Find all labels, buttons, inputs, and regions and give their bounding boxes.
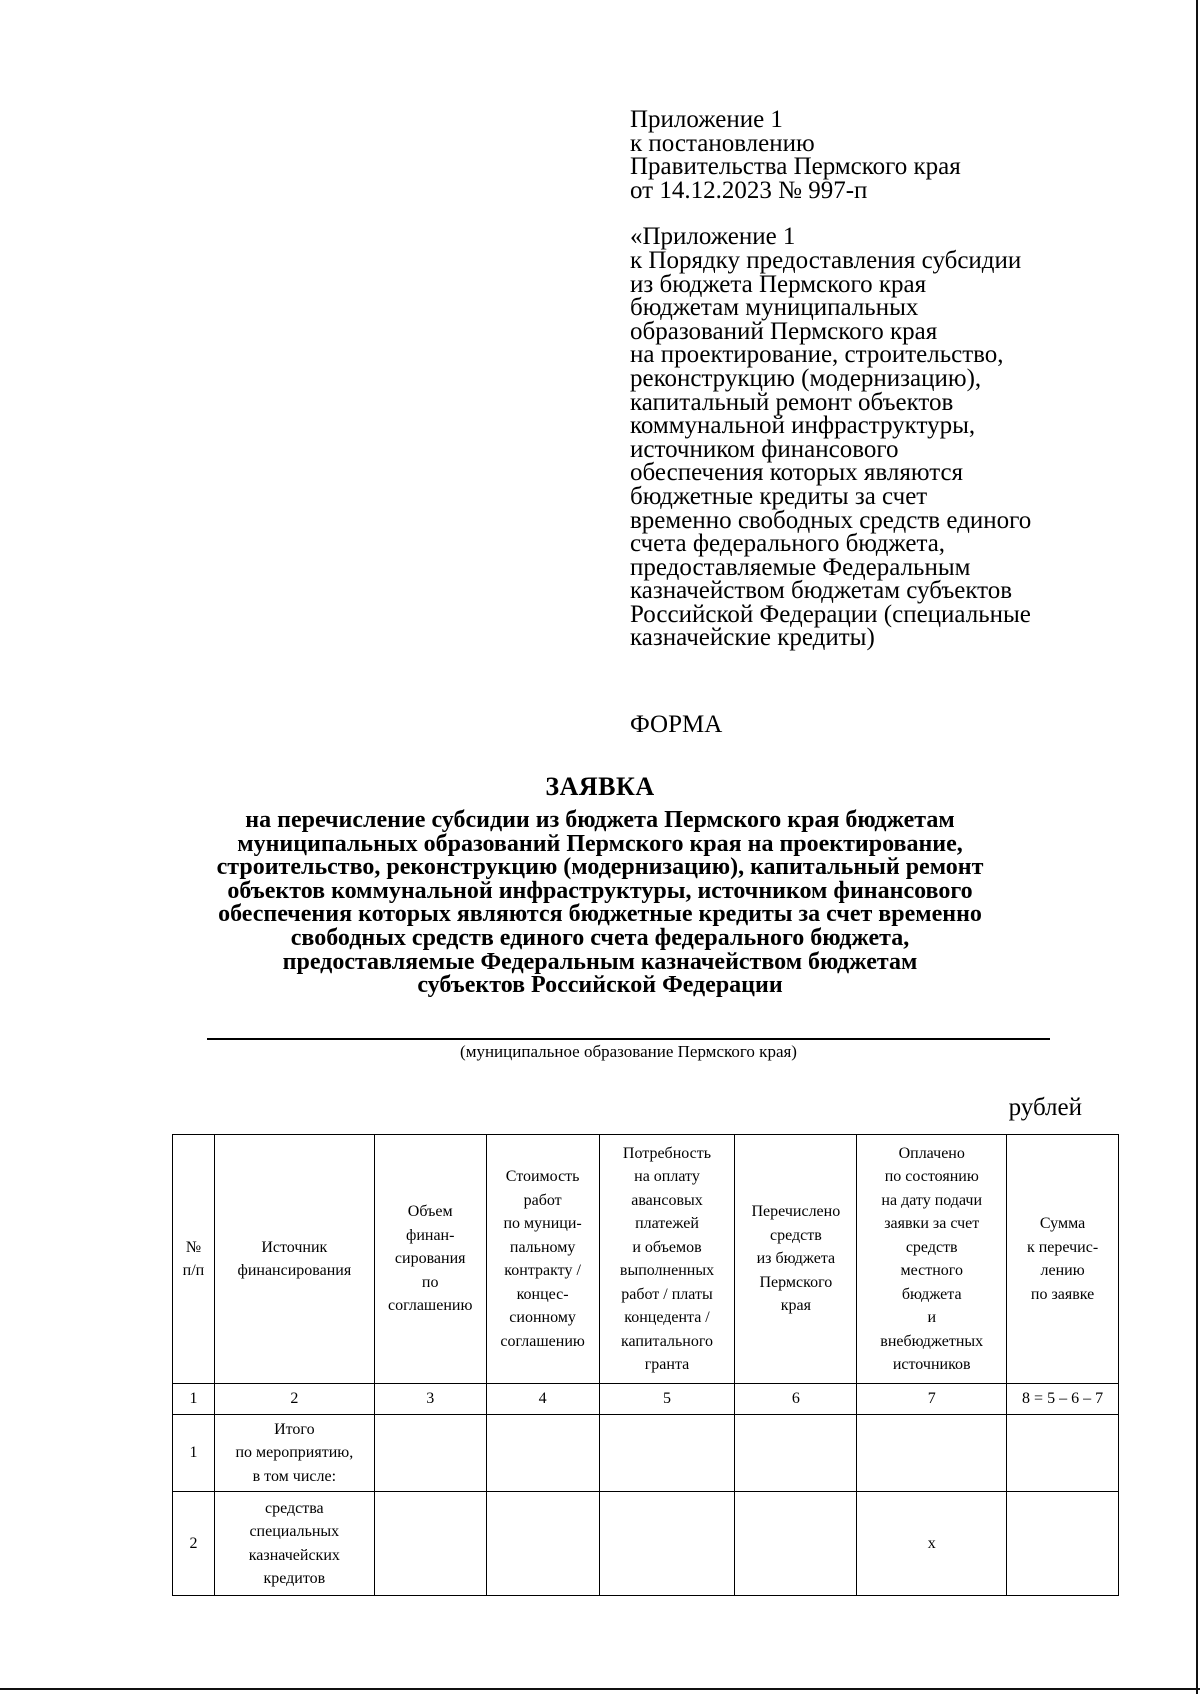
- appendix-order-line: временно свободных средств единого: [630, 506, 1032, 534]
- column-number: 2: [214, 1384, 374, 1415]
- column-number: 5: [599, 1384, 735, 1415]
- subtitle-line: субъектов Российской Федерации: [417, 972, 783, 999]
- appendix-order-line: бюджетные кредиты за счет: [630, 482, 928, 510]
- column-number: 1: [173, 1384, 215, 1415]
- column-number: 3: [374, 1384, 486, 1415]
- page-edge-bottom: [0, 1688, 1200, 1690]
- row-value: [857, 1415, 1007, 1492]
- column-number: 7: [857, 1384, 1007, 1415]
- row-value: х: [857, 1492, 1007, 1596]
- header-cell-paid-local: Оплачено по состоянию на дату подачи заявки за счет средств местного бюджета и внебюджетных источников: [857, 1135, 1007, 1384]
- appendix-order-line: на проектирование, строительство,: [630, 341, 1004, 369]
- row-value: [735, 1492, 857, 1596]
- column-number-row: [173, 1384, 1119, 1415]
- appendix-header-line: Правительства Пермского края: [630, 153, 961, 181]
- subtitle-line: предоставляемые Федеральным казначейством бюджетам: [282, 948, 918, 975]
- appendix-order-line: реконструкцию (модернизацию),: [630, 364, 982, 392]
- header-cell-amount-due: Сумма к перечис- лению по заявке: [1007, 1135, 1119, 1384]
- document-subtitle: [120, 809, 1080, 998]
- municipality-fill-line: [207, 1038, 1050, 1040]
- appendix-header-line: к постановлению: [630, 129, 815, 157]
- municipality-caption: (муниципальное образование Пермского края): [460, 1042, 797, 1061]
- subtitle-line: объектов коммунальной инфраструктуры, источником финансового: [227, 877, 973, 904]
- table-row: [173, 1415, 1119, 1492]
- subtitle-line: на перечисление субсидии из бюджета Пермского края бюджетам: [245, 807, 955, 833]
- column-number: 4: [486, 1384, 599, 1415]
- appendix-order-line: счета федерального бюджета,: [630, 530, 946, 558]
- header-cell-number: № п/п: [173, 1135, 215, 1384]
- header-cell-agreement-volume: Объем финан- сирования по соглашению: [374, 1135, 486, 1384]
- request-table: [172, 1134, 1119, 1596]
- appendix-order-line: из бюджета Пермского края: [630, 270, 927, 298]
- appendix-order-line: коммунальной инфраструктуры,: [630, 412, 976, 440]
- row-value: [599, 1415, 735, 1492]
- row-value: [1007, 1492, 1119, 1596]
- units-label: рублей: [1008, 1094, 1082, 1121]
- appendix-order-line: казначейством бюджетам субъектов: [630, 577, 1013, 605]
- appendix-order-line: обеспечения которых являются: [630, 459, 964, 487]
- subtitle-line: обеспечения которых являются бюджетные кредиты за счет временно: [218, 901, 982, 928]
- subtitle-line: строительство, реконструкцию (модернизацию), капитальный ремонт: [216, 854, 984, 881]
- appendix-order-line: к Порядку предоставления субсидии: [630, 246, 1022, 274]
- appendix-order-line: Российской Федерации (специальные: [630, 600, 1031, 628]
- row-value: [486, 1492, 599, 1596]
- row-value: [1007, 1415, 1119, 1492]
- form-label: ФОРМА: [630, 711, 723, 738]
- row-value: [599, 1492, 735, 1596]
- header-cell-transferred: Перечислено средств из бюджета Пермского края: [735, 1135, 857, 1384]
- table-header-row: [173, 1135, 1119, 1384]
- row-value: [374, 1492, 486, 1596]
- appendix-order-line: капитальный ремонт объектов: [630, 388, 954, 416]
- subtitle-line: муниципальных образований Пермского края на проектирование,: [237, 830, 963, 857]
- row-value: [735, 1415, 857, 1492]
- row-number: 1: [173, 1415, 215, 1492]
- appendix-order-line: источником финансового: [630, 435, 899, 463]
- appendix-order-line: предоставляемые Федеральным: [630, 553, 971, 581]
- row-number: 2: [173, 1492, 215, 1596]
- document-title: ЗАЯВКА: [545, 772, 655, 801]
- appendix-header-line: Приложение 1: [630, 106, 783, 133]
- header-cell-works-cost: Стоимость работ по муници- пальному контракту / концес- сионному соглашению: [486, 1135, 599, 1384]
- appendix-order-line: бюджетам муниципальных: [630, 294, 919, 322]
- header-cell-payment-need: Потребность на оплату авансовых платежей и объемов выполненных работ / платы концедента / капитального гранта: [599, 1135, 735, 1384]
- row-value: [486, 1415, 599, 1492]
- appendix-order-line: «Приложение 1: [630, 223, 796, 251]
- table-row: [173, 1492, 1119, 1596]
- appendix-block: [630, 108, 1090, 650]
- subtitle-line: свободных средств единого счета федерального бюджета,: [290, 924, 910, 951]
- appendix-order-line: казначейские кредиты): [630, 624, 875, 652]
- appendix-order-line: образований Пермского края: [630, 317, 938, 345]
- row-source: Итого по мероприятию, в том числе:: [214, 1415, 374, 1492]
- row-source: средства специальных казначейских кредитов: [214, 1492, 374, 1596]
- appendix-header-line: от 14.12.2023 № 997-п: [630, 176, 868, 204]
- header-cell-source: Источник финансирования: [214, 1135, 374, 1384]
- column-number: 8 = 5 – 6 – 7: [1007, 1384, 1119, 1415]
- column-number: 6: [735, 1384, 857, 1415]
- spacer: [630, 202, 1090, 225]
- page-edge-right: [1196, 0, 1198, 1694]
- row-value: [374, 1415, 486, 1492]
